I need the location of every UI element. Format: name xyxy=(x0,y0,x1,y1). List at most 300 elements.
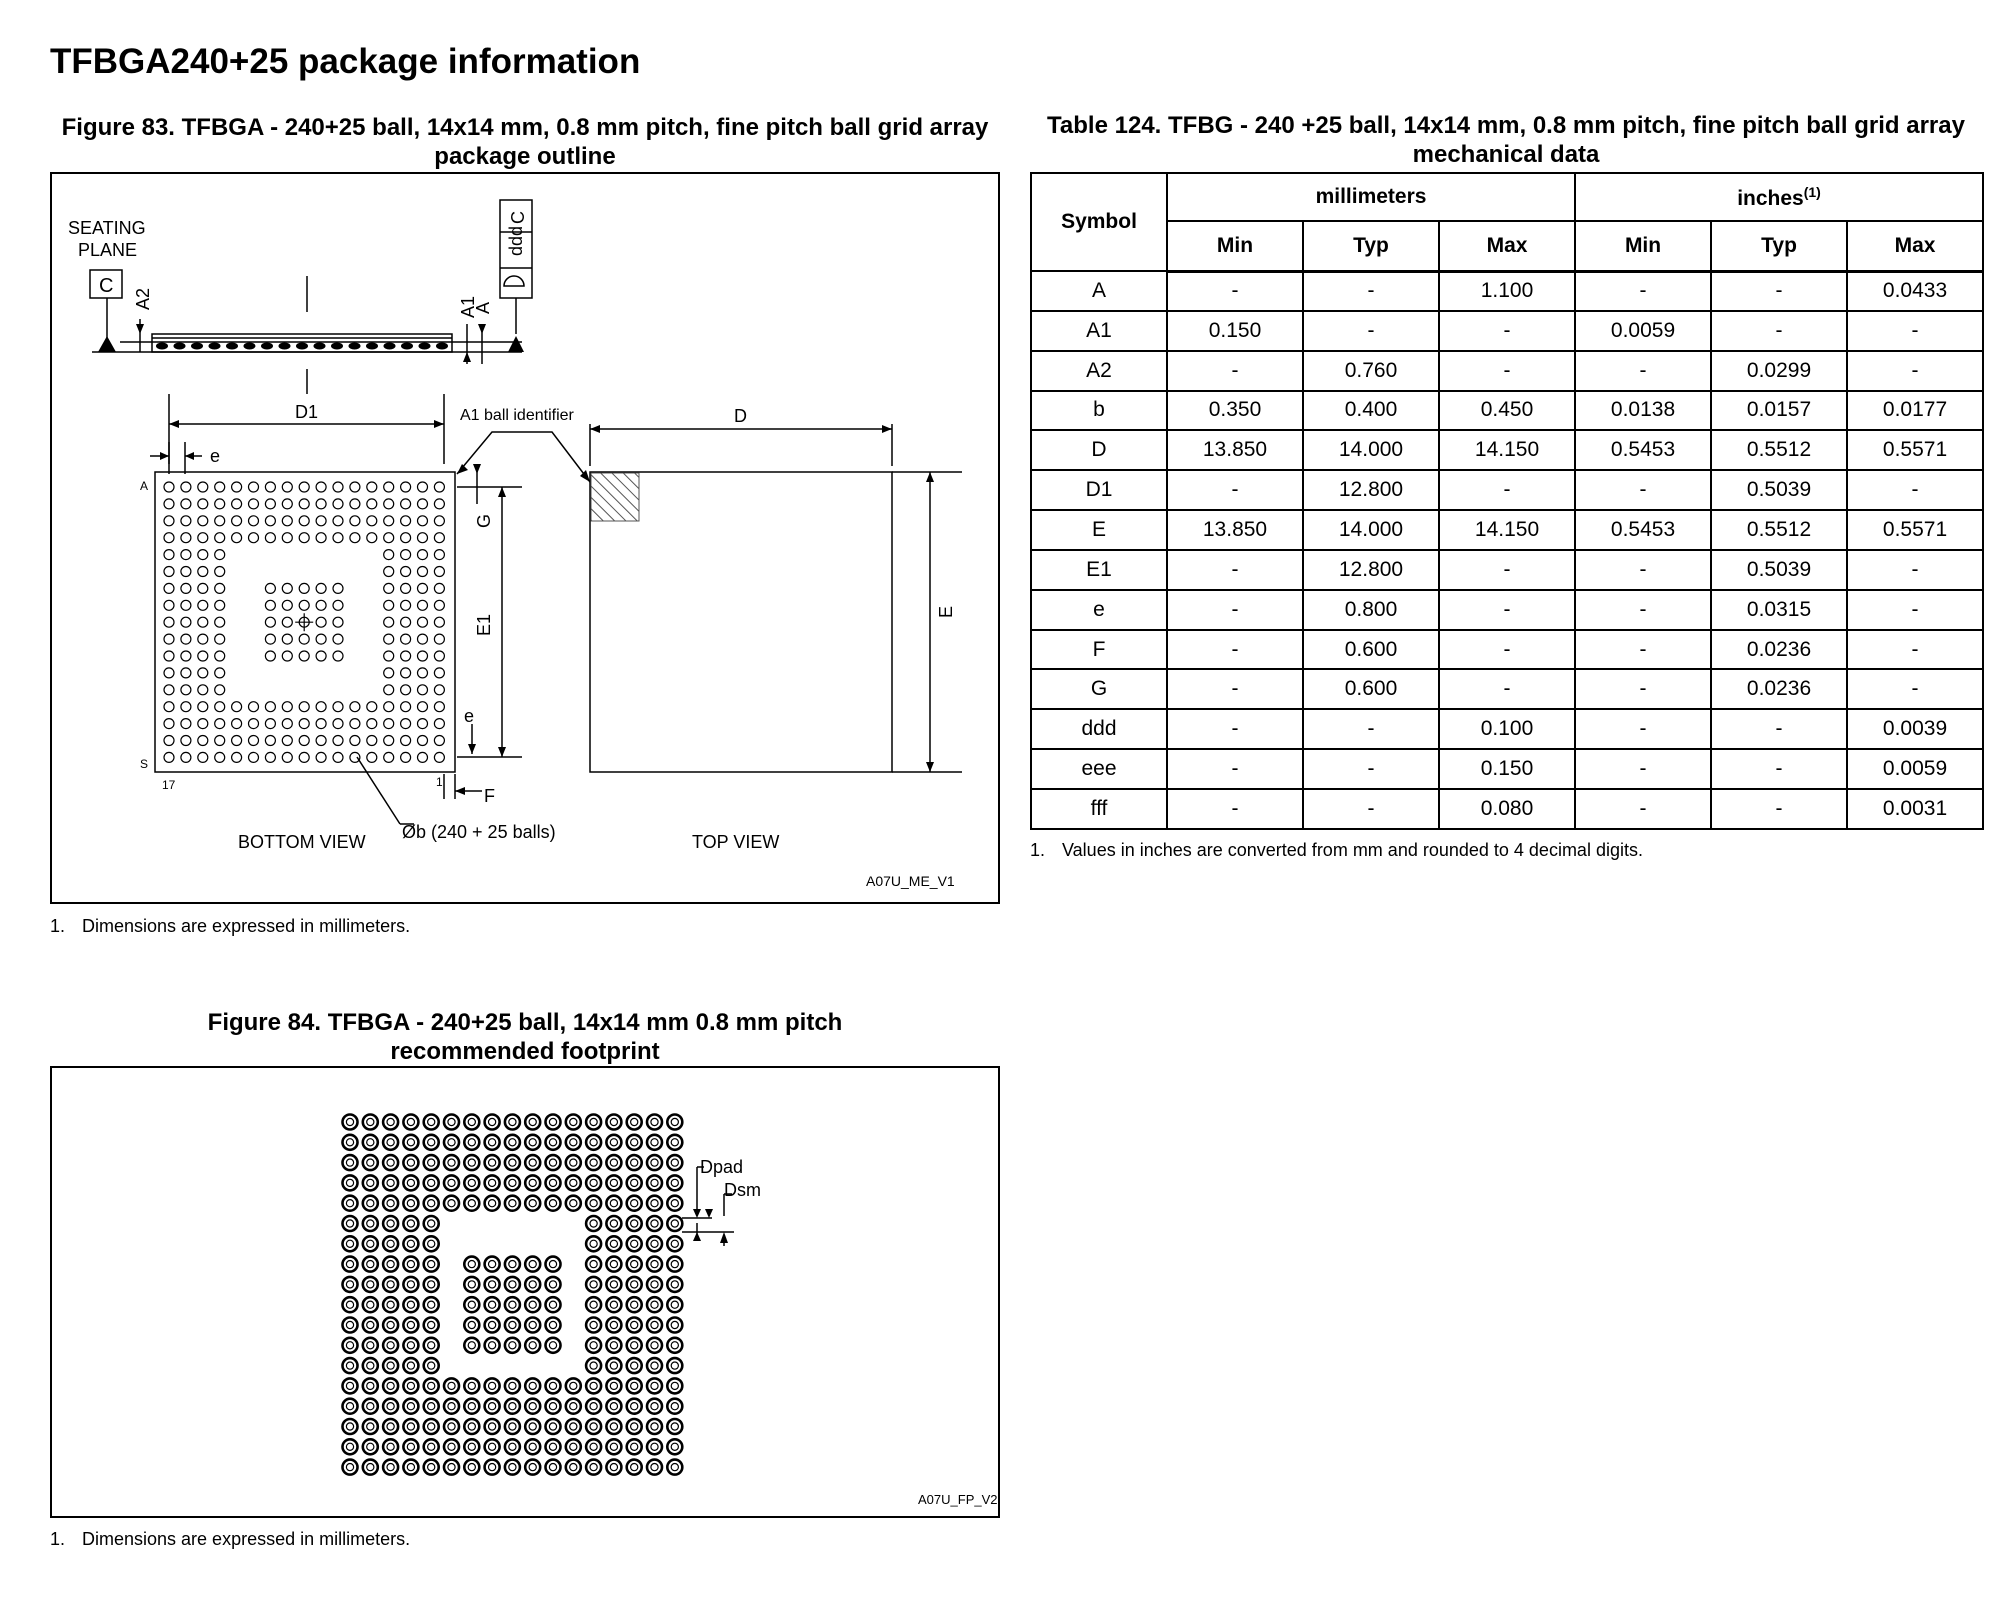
bga-ball xyxy=(215,719,225,729)
value-cell: - xyxy=(1847,669,1983,709)
label-a1-ball-identifier: A1 ball identifier xyxy=(460,407,574,424)
bga-ball xyxy=(316,617,326,627)
footprint-pad xyxy=(505,1257,520,1272)
footprint-pad-inner xyxy=(367,1159,374,1166)
footprint-pad-inner xyxy=(387,1464,394,1471)
subheader-max-in: Max xyxy=(1847,221,1983,271)
footprint-pad xyxy=(586,1358,601,1373)
footprint-pad xyxy=(546,1257,561,1272)
footprint-pad xyxy=(343,1236,358,1251)
bga-ball xyxy=(249,516,259,526)
value-cell: 0.0138 xyxy=(1575,391,1711,431)
footprint-pad xyxy=(546,1175,561,1190)
footprint-pad-inner xyxy=(428,1382,435,1389)
table-row xyxy=(1031,430,1983,470)
footprint-pad-inner xyxy=(509,1464,516,1471)
value-cell: - xyxy=(1439,351,1575,391)
footprint-pad-inner xyxy=(448,1443,455,1450)
table-124-note-text: Values in inches are converted from mm and rounded to 4 decimal digits. xyxy=(1062,840,1643,860)
value-cell: 1.100 xyxy=(1439,271,1575,311)
value-cell: - xyxy=(1167,351,1303,391)
bga-ball xyxy=(333,516,343,526)
bga-ball xyxy=(249,752,259,762)
footprint-pad xyxy=(424,1338,439,1353)
bga-ball xyxy=(198,567,208,577)
footprint-pad-inner xyxy=(387,1301,394,1308)
footprint-pad xyxy=(485,1196,500,1211)
figure-84-note-number: 1. xyxy=(50,1529,66,1549)
footprint-pad-inner xyxy=(387,1403,394,1410)
bga-ball xyxy=(198,702,208,712)
footprint-pad xyxy=(485,1297,500,1312)
bga-ball xyxy=(198,516,208,526)
footprint-pad-inner xyxy=(489,1301,496,1308)
bga-ball xyxy=(181,702,191,712)
footprint-pad-inner xyxy=(407,1200,414,1207)
footprint-pad xyxy=(464,1155,479,1170)
bga-ball xyxy=(198,600,208,610)
footprint-pad-inner xyxy=(570,1139,577,1146)
footprint-pad-inner xyxy=(407,1362,414,1369)
footprint-pad-inner xyxy=(428,1179,435,1186)
bga-ball xyxy=(164,736,174,746)
bga-ball xyxy=(418,617,428,627)
value-cell: 0.5571 xyxy=(1847,430,1983,470)
value-cell: 14.000 xyxy=(1303,430,1439,470)
value-cell: 0.5571 xyxy=(1847,510,1983,550)
table-row xyxy=(1031,351,1983,391)
bga-ball xyxy=(418,516,428,526)
bga-ball xyxy=(215,499,225,509)
footprint-pad-inner xyxy=(631,1362,638,1369)
bga-ball xyxy=(401,752,411,762)
footprint-pad xyxy=(606,1257,621,1272)
footprint-pad-inner xyxy=(610,1240,617,1247)
footprint-pad-inner xyxy=(651,1423,658,1430)
bga-ball xyxy=(215,482,225,492)
bga-ball xyxy=(401,617,411,627)
footprint-pad xyxy=(667,1277,682,1292)
footprint-pad xyxy=(586,1135,601,1150)
bga-ball xyxy=(299,499,309,509)
bga-ball xyxy=(282,634,292,644)
footprint-pad-inner xyxy=(468,1342,475,1349)
footprint-pad xyxy=(444,1196,459,1211)
footprint-pad xyxy=(505,1419,520,1434)
value-cell: 0.5453 xyxy=(1575,510,1711,550)
symbol-cell: E xyxy=(1031,510,1167,550)
footprint-pad xyxy=(525,1439,540,1454)
footprint-pad-inner xyxy=(590,1443,597,1450)
footprint-pad-inner xyxy=(489,1403,496,1410)
footprint-pad-inner xyxy=(367,1261,374,1268)
footprint-pad xyxy=(546,1419,561,1434)
table-124-caption-line1: Table 124. TFBG - 240 +25 ball, 14x14 mm, 0.8 mm pitch, fine pitch ball grid array xyxy=(1047,112,1965,139)
footprint-pad-inner xyxy=(448,1159,455,1166)
value-cell: 0.0236 xyxy=(1711,669,1847,709)
bga-ball xyxy=(181,533,191,543)
side-ball xyxy=(419,343,431,350)
footprint-pad xyxy=(606,1277,621,1292)
bga-ball xyxy=(384,617,394,627)
footprint-pad-inner xyxy=(651,1321,658,1328)
value-cell: - xyxy=(1711,271,1847,311)
footprint-pad xyxy=(424,1277,439,1292)
footprint-pad-inner xyxy=(651,1342,658,1349)
label-top-view: TOP VIEW xyxy=(692,832,780,852)
footprint-pad-inner xyxy=(509,1179,516,1186)
footprint-pad xyxy=(403,1399,418,1414)
footprint-pad-inner xyxy=(671,1321,678,1328)
footprint-pad xyxy=(363,1277,378,1292)
table-row xyxy=(1031,630,1983,670)
bga-ball xyxy=(434,600,444,610)
footprint-pad xyxy=(403,1277,418,1292)
bga-ball xyxy=(434,533,444,543)
value-cell: - xyxy=(1847,630,1983,670)
bga-ball xyxy=(367,719,377,729)
footprint-pad-inner xyxy=(407,1301,414,1308)
side-ball xyxy=(174,343,186,350)
footprint-pad xyxy=(606,1196,621,1211)
footprint-pad xyxy=(383,1338,398,1353)
footprint-pad-inner xyxy=(387,1139,394,1146)
footprint-pad-inner xyxy=(549,1443,556,1450)
bga-ball xyxy=(299,600,309,610)
footprint-pad xyxy=(667,1318,682,1333)
footprint-pad-inner xyxy=(549,1321,556,1328)
value-cell: - xyxy=(1439,550,1575,590)
value-cell: 0.5453 xyxy=(1575,430,1711,470)
bga-ball xyxy=(316,583,326,593)
footprint-pad xyxy=(383,1196,398,1211)
footprint-pad-inner xyxy=(549,1159,556,1166)
footprint-pad-inner xyxy=(610,1200,617,1207)
footprint-pad xyxy=(363,1399,378,1414)
value-cell: - xyxy=(1711,749,1847,789)
value-cell: - xyxy=(1575,550,1711,590)
bga-ball xyxy=(215,702,225,712)
symbol-cell: A xyxy=(1031,271,1167,311)
label-plane: PLANE xyxy=(78,240,138,260)
value-cell: 14.000 xyxy=(1303,510,1439,550)
footprint-pad-inner xyxy=(407,1139,414,1146)
footprint-pad-inner xyxy=(509,1403,516,1410)
footprint-pad-inner xyxy=(631,1321,638,1328)
value-cell: 0.0059 xyxy=(1847,749,1983,789)
footprint-pad xyxy=(525,1135,540,1150)
figure-83-code: A07U_ME_V1 xyxy=(866,873,955,889)
footprint-pad xyxy=(403,1318,418,1333)
footprint-pad-inner xyxy=(489,1321,496,1328)
footprint-pad-inner xyxy=(367,1342,374,1349)
symbol-cell: e xyxy=(1031,590,1167,630)
footprint-pad xyxy=(546,1135,561,1150)
bga-ball xyxy=(316,702,326,712)
footprint-pad xyxy=(505,1297,520,1312)
footprint-pad xyxy=(586,1318,601,1333)
footprint-pad xyxy=(343,1338,358,1353)
bga-ball xyxy=(434,736,444,746)
side-ball xyxy=(296,343,308,350)
footprint-pad xyxy=(667,1236,682,1251)
footprint-pad xyxy=(627,1236,642,1251)
footprint-pad xyxy=(566,1439,581,1454)
footprint-pad-inner xyxy=(610,1321,617,1328)
footprint-pad-inner xyxy=(428,1159,435,1166)
footprint-pad xyxy=(647,1439,662,1454)
bga-ball xyxy=(282,583,292,593)
value-cell: 0.150 xyxy=(1439,749,1575,789)
footprint-pad xyxy=(424,1378,439,1393)
footprint-pad xyxy=(667,1338,682,1353)
value-cell: - xyxy=(1847,351,1983,391)
footprint-pad-inner xyxy=(631,1281,638,1288)
bga-ball xyxy=(367,702,377,712)
label-ball-note: Øb (240 + 25 balls) xyxy=(402,822,556,842)
value-cell: 12.800 xyxy=(1303,550,1439,590)
bga-ball xyxy=(401,719,411,729)
bga-ball xyxy=(249,482,259,492)
footprint-pad xyxy=(403,1419,418,1434)
footprint-pad xyxy=(606,1216,621,1231)
value-cell: 0.350 xyxy=(1167,391,1303,431)
bga-ball xyxy=(282,516,292,526)
footprint-pad xyxy=(627,1216,642,1231)
footprint-pad xyxy=(464,1115,479,1130)
bga-ball xyxy=(181,736,191,746)
bga-ball xyxy=(350,752,360,762)
bga-ball xyxy=(198,736,208,746)
bga-ball xyxy=(418,550,428,560)
footprint-pad-inner xyxy=(529,1118,536,1125)
footprint-pad-inner xyxy=(590,1118,597,1125)
bga-ball xyxy=(401,668,411,678)
footprint-pad xyxy=(464,1378,479,1393)
bga-ball xyxy=(418,482,428,492)
footprint-pad xyxy=(363,1419,378,1434)
footprint-pad xyxy=(343,1419,358,1434)
bga-ball xyxy=(282,736,292,746)
footprint-pad xyxy=(566,1460,581,1475)
bga-ball xyxy=(316,482,326,492)
bga-ball xyxy=(299,583,309,593)
footprint-pad-inner xyxy=(489,1139,496,1146)
value-cell: 0.600 xyxy=(1303,669,1439,709)
bga-ball xyxy=(232,516,242,526)
footprint-pad xyxy=(606,1358,621,1373)
bga-ball xyxy=(265,634,275,644)
footprint-pad xyxy=(363,1135,378,1150)
bga-ball xyxy=(164,583,174,593)
footprint-pad-inner xyxy=(509,1443,516,1450)
footprint-pad-inner xyxy=(489,1159,496,1166)
value-cell: - xyxy=(1847,550,1983,590)
footprint-pad-inner xyxy=(590,1261,597,1268)
footprint-pad-inner xyxy=(428,1261,435,1268)
value-cell: 0.0177 xyxy=(1847,391,1983,431)
footprint-pad-inner xyxy=(610,1159,617,1166)
bga-ball xyxy=(401,482,411,492)
bga-ball xyxy=(215,752,225,762)
footprint-pad-inner xyxy=(489,1200,496,1207)
footprint-pad xyxy=(627,1378,642,1393)
side-view-balls xyxy=(156,343,448,350)
footprint-pad-inner xyxy=(387,1281,394,1288)
bga-ball xyxy=(282,702,292,712)
bga-ball xyxy=(316,499,326,509)
bga-ball xyxy=(198,719,208,729)
footprint-pad-inner xyxy=(367,1321,374,1328)
footprint-pad-inner xyxy=(671,1220,678,1227)
footprint-pad xyxy=(383,1460,398,1475)
bga-ball xyxy=(299,702,309,712)
value-cell: 0.5512 xyxy=(1711,510,1847,550)
footprint-pad xyxy=(485,1378,500,1393)
footprint-pad-inner xyxy=(468,1423,475,1430)
footprint-pad-inner xyxy=(671,1118,678,1125)
bga-ball xyxy=(215,600,225,610)
footprint-pad xyxy=(667,1439,682,1454)
bga-ball xyxy=(333,600,343,610)
footprint-pad-inner xyxy=(651,1179,658,1186)
figure-84-caption-line2: recommended footprint xyxy=(390,1038,660,1065)
footprint-pad-inner xyxy=(346,1179,353,1186)
footprint-pad-inner xyxy=(631,1403,638,1410)
footprint-pad xyxy=(403,1236,418,1251)
bga-ball xyxy=(333,752,343,762)
value-cell: - xyxy=(1167,470,1303,510)
value-cell: - xyxy=(1303,709,1439,749)
bga-ball xyxy=(181,567,191,577)
footprint-pad-inner xyxy=(651,1464,658,1471)
footprint-pad xyxy=(647,1338,662,1353)
bga-ball xyxy=(215,617,225,627)
footprint-pad xyxy=(444,1115,459,1130)
footprint-pad xyxy=(667,1196,682,1211)
footprint-pad-inner xyxy=(346,1464,353,1471)
figure-83-note-text: Dimensions are expressed in millimeters. xyxy=(82,916,411,936)
footprint-pad xyxy=(647,1236,662,1251)
footprint-pad-inner xyxy=(610,1362,617,1369)
side-ball xyxy=(156,343,168,350)
bga-ball xyxy=(384,736,394,746)
footprint-pad xyxy=(627,1318,642,1333)
bga-ball xyxy=(249,719,259,729)
footprint-pad-inner xyxy=(671,1200,678,1207)
bga-ball xyxy=(316,516,326,526)
footprint-pad-inner xyxy=(509,1118,516,1125)
footprint-pad xyxy=(485,1175,500,1190)
footprint-pad-inner xyxy=(367,1464,374,1471)
bga-ball xyxy=(434,516,444,526)
footprint-pad xyxy=(343,1358,358,1373)
footprint-pad xyxy=(627,1419,642,1434)
value-cell: - xyxy=(1167,630,1303,670)
value-cell: 0.400 xyxy=(1303,391,1439,431)
bga-ball xyxy=(164,516,174,526)
figure-83-note-number: 1. xyxy=(50,916,66,936)
footprint-pad-inner xyxy=(387,1220,394,1227)
footprint-pad xyxy=(525,1155,540,1170)
footprint-pad xyxy=(424,1115,439,1130)
footprint-pad xyxy=(566,1175,581,1190)
footprint-pad xyxy=(525,1338,540,1353)
footprint-pad xyxy=(566,1196,581,1211)
footprint-pad-inner xyxy=(468,1179,475,1186)
footprint-pad-inner xyxy=(590,1382,597,1389)
footprint-pad xyxy=(566,1419,581,1434)
bga-ball xyxy=(164,719,174,729)
footprint-pad-inner xyxy=(468,1301,475,1308)
table-124-caption-line2: mechanical data xyxy=(1412,141,1600,168)
footprint-pad xyxy=(464,1338,479,1353)
footprint-pad xyxy=(627,1115,642,1130)
footprint-pad-inner xyxy=(468,1464,475,1471)
bga-ball xyxy=(232,702,242,712)
footprint-pad xyxy=(505,1277,520,1292)
footprint-pad xyxy=(363,1439,378,1454)
bga-ball xyxy=(434,634,444,644)
label-ddd-c: C xyxy=(508,211,528,224)
footprint-pad xyxy=(383,1358,398,1373)
bga-ball xyxy=(401,533,411,543)
bga-ball xyxy=(265,583,275,593)
footprint-pad-inner xyxy=(448,1118,455,1125)
bga-ball xyxy=(384,533,394,543)
footprint-pad xyxy=(403,1338,418,1353)
value-cell: - xyxy=(1575,630,1711,670)
bga-ball xyxy=(198,752,208,762)
bga-ball xyxy=(350,499,360,509)
bga-ball xyxy=(164,499,174,509)
footprint-pad xyxy=(464,1175,479,1190)
footprint-pad-inner xyxy=(428,1464,435,1471)
bga-ball xyxy=(181,752,191,762)
footprint-pad-inner xyxy=(671,1464,678,1471)
value-cell: 13.850 xyxy=(1167,430,1303,470)
bga-ball xyxy=(418,702,428,712)
footprint-pad-inner xyxy=(489,1342,496,1349)
bga-ball xyxy=(384,719,394,729)
value-cell: 0.450 xyxy=(1439,391,1575,431)
footprint-pad-inner xyxy=(651,1261,658,1268)
bga-ball xyxy=(198,583,208,593)
footprint-pad xyxy=(647,1318,662,1333)
value-cell: 0.5512 xyxy=(1711,430,1847,470)
bga-ball xyxy=(265,736,275,746)
footprint-pad-inner xyxy=(590,1240,597,1247)
bga-ball xyxy=(181,583,191,593)
footprint-pad-inner xyxy=(489,1423,496,1430)
value-cell: - xyxy=(1303,271,1439,311)
footprint-pad-inner xyxy=(448,1200,455,1207)
footprint-pad xyxy=(627,1297,642,1312)
footprint-pad xyxy=(667,1460,682,1475)
footprint-pad-inner xyxy=(428,1200,435,1207)
footprint-pad-inner xyxy=(651,1301,658,1308)
footprint-pad xyxy=(627,1277,642,1292)
footprint-pad xyxy=(485,1135,500,1150)
bga-ball xyxy=(164,482,174,492)
bga-ball xyxy=(215,583,225,593)
symbol-cell: ddd xyxy=(1031,709,1167,749)
footprint-pad xyxy=(647,1155,662,1170)
bga-ball xyxy=(282,499,292,509)
footprint-pad xyxy=(485,1115,500,1130)
footprint-pad-inner xyxy=(387,1159,394,1166)
value-cell: - xyxy=(1575,470,1711,510)
